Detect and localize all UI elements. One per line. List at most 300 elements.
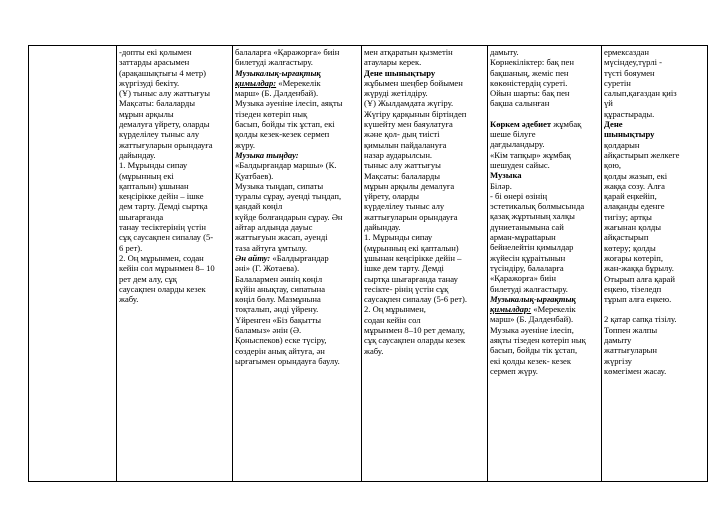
text-run: жұбымен шеңбер бойымен [364,77,463,88]
text-line [235,88,359,98]
text-line [604,57,705,67]
text-line [604,201,705,211]
text-line [490,88,599,98]
text-line [604,263,705,273]
text-run: еңкею, тізеледп [604,283,662,294]
text-line [235,57,359,67]
text-run: қазақ жұртының халқы [490,211,575,222]
lesson-plan-table [28,45,708,482]
text-line [364,140,485,150]
text-line [604,253,705,263]
text-line [364,160,485,170]
text-run: күрделілеу тыныс алу [364,201,445,212]
text-line [604,129,705,139]
text-run: қимылдар: [235,77,277,88]
text-run: жүруді жетілдіру. [364,88,428,99]
text-run: 1. Мұрынды сипау [364,232,433,243]
text-line [235,232,359,242]
text-run: шығарғанда [119,211,164,222]
text-line [235,109,359,119]
text-run: туралы сұрау, әуенді тыңдап, [235,191,342,202]
text-run: Қоныспеков) еске түсіру, [235,335,327,346]
text-line [119,98,230,108]
text-line [364,253,485,263]
text-run: Көркем әдебиет [490,118,552,129]
text-run: үйрету, оларды [364,191,419,202]
text-line [119,129,230,139]
text-run: жаттығуларын орындауға [119,139,213,150]
text-run: заттарды арасымен [119,57,190,68]
text-run: жағынан қолды [604,222,662,233]
text-line [604,345,705,355]
text-run: көңіл бөлу. Мазмұнына [235,294,321,305]
text-line [490,191,599,201]
table-cell-col-1 [29,46,117,482]
text-line [604,212,705,222]
text-line [604,160,705,170]
text-line [364,222,485,232]
text-line [235,140,359,150]
text-run: күйде болғандарын сұрау. Ән [235,211,343,222]
text-line [119,263,230,273]
text-line [604,150,705,160]
text-line [235,263,359,273]
text-line [235,68,359,78]
text-line [235,294,359,304]
text-line [604,304,705,314]
text-run: жаққа созу. Алға [604,180,665,191]
text-run: баламыз» әнін (Ә. [235,325,302,336]
text-run: тыныс алу жаттығуы [364,160,441,171]
text-run: жаттығуларын орындауға [364,211,458,222]
text-line [490,304,599,314]
text-run: Музыка тыңдау: [235,149,299,160]
text-line [490,170,599,180]
text-run: тесікте- рінің үстін сұқ [364,283,449,294]
text-line [235,47,359,57]
text-line [235,346,359,356]
text-line [490,314,599,324]
text-run: басып, бойды тік ұстап, [490,345,578,356]
text-run: (арақашықтығы 4 метр) [119,67,207,78]
text-line [235,325,359,335]
text-line [364,109,485,119]
text-line [364,201,485,211]
text-run: тигізу; артқы [604,211,652,222]
text-run: 2 қатар сапқа тізілу. [604,314,677,325]
text-line [490,129,599,139]
text-run: дайындау. [119,149,156,160]
text-run: тізеден көтеріп нық [235,108,308,119]
table-cell-col-3 [233,46,362,482]
text-run: Қуатбаев). [235,170,274,181]
text-line [490,325,599,335]
text-run: назар аударылсын. [364,149,433,160]
text-run: жүйесін құраітынын [490,252,566,263]
text-line [604,356,705,366]
text-line [490,78,599,88]
table-cell-col-4 [362,46,488,482]
text-run: сұқ саусақпен сипалау (5- [119,232,214,243]
text-run: қарай еңкейіп, [604,191,657,202]
text-line [364,57,485,67]
text-run: Музыка [490,170,522,181]
text-line [235,243,359,253]
text-run: Балалармен әннің көңіл [235,273,323,284]
text-run: көмегімен жасау. [604,365,667,376]
text-run: Топпен жалпы [604,324,658,335]
text-line [364,68,485,78]
text-line [119,68,230,78]
text-line [364,119,485,129]
text-line [364,243,485,253]
text-line [490,253,599,263]
text-line [235,78,359,88]
text-line [604,314,705,324]
text-line [364,171,485,181]
text-run: кейін сол мұрынмен 8– 10 [119,263,215,274]
text-run: содан кейін сол [364,314,421,325]
text-line [490,345,599,355]
text-run: Біләр. [490,180,512,191]
text-run: салып,қағаздан қиіз [604,88,677,99]
text-line [235,222,359,232]
text-line [490,68,599,78]
text-line [364,274,485,284]
text-line [604,232,705,242]
text-line [235,356,359,366]
text-line [604,47,705,57]
text-run: билетуді жалғастыру. [490,283,568,294]
text-line [119,140,230,150]
text-run: ырғағымен орындауға баулу. [235,355,340,366]
text-line [235,212,359,222]
text-line [364,263,485,273]
text-run: марш» (Б. Дәлденбай). [490,314,574,325]
text-run: Музыкалық-ырғақтық [235,67,321,78]
text-line [490,242,599,252]
text-run: арман-мұрattарын [490,232,556,243]
text-run: рет дем алу, сұқ [119,273,177,284]
text-run: жаттығуларын [604,345,658,356]
text-run: сөздерін анық айтуға, ән [235,345,325,356]
text-run: эстетикалық болмысында [490,201,585,212]
text-line [119,294,230,304]
text-line [490,284,599,294]
text-line [364,294,485,304]
text-run: түсті бояумен [604,67,655,78]
text-run: суретін [604,77,631,88]
text-run: (мұрынның екі [119,170,174,181]
text-run: Көрнекіліктер: бақ пен [490,57,574,68]
text-run: сыртқа шығарғанда танау [364,273,458,284]
text-run: шынықтыру [604,129,655,140]
text-run: қолдарын [604,139,640,150]
text-line [604,274,705,284]
text-run: «Мерекелік [276,77,321,88]
text-run: қолды кезек-кезек сермеп [235,129,330,140]
text-line [235,253,359,263]
text-run: тоқталып, әнді үйрену. [235,304,319,315]
text-line [490,294,599,304]
text-line [604,140,705,150]
text-line [604,366,705,376]
text-line [119,243,230,253]
text-line [604,294,705,304]
text-run: дамыту [604,335,632,346]
text-line [490,273,599,283]
text-run: алақанды еденге [604,201,665,212]
text-run: 1. Мұрынды сипау [119,160,188,171]
text-run: сұқ саусақпен оларды кезек [364,335,466,346]
text-line [235,284,359,294]
text-run: шеше білуге [490,129,536,140]
text-line [119,119,230,129]
text-line [604,222,705,232]
text-line [364,88,485,98]
text-run: дайындау. [364,222,401,233]
text-run: «Балдырғандар маршы» (К. [235,160,337,171]
text-line [119,160,230,170]
text-line [235,150,359,160]
text-line [119,274,230,284]
text-run: атаулары керек. [364,57,422,68]
text-line [490,139,599,149]
text-line [364,284,485,294]
text-run: дүниетанымына сай [490,221,564,232]
text-run: екі қолды кезек- кезек [490,355,572,366]
text-line [119,88,230,98]
text-line [364,315,485,325]
text-run: жаттығуын жасап, әуенді [235,232,328,243]
text-line [119,78,230,88]
text-line [364,181,485,191]
table-cell-col-5 [488,46,602,482]
text-run: әні» (Г. Жотаева). [235,263,300,274]
text-run: саусақпен оларды кезек [119,283,206,294]
text-line [490,57,599,67]
text-run: қимылын пайдалануға [364,139,447,150]
text-line [604,191,705,201]
text-run: дем тарту. Демді сыртқа [119,201,208,212]
text-line [604,243,705,253]
text-line [604,109,705,119]
text-line [119,57,230,67]
table-cell-col-6 [602,46,708,482]
text-run: Дене шынықтыру [364,67,436,78]
text-line [604,325,705,335]
text-run: ұшынан кеңсірікке дейін – [364,252,462,263]
text-line [235,98,359,108]
text-line [490,109,599,119]
text-run: таза айтуға ұмтылу. [235,242,308,253]
text-run: мұрын арқылы [119,108,174,119]
text-run: Ән айту: [235,252,271,263]
table-cell-col-2 [117,46,233,482]
text-line [490,263,599,273]
text-run: марш» (Б. Дәлденбай). [235,88,319,99]
text-run: жабу. [364,345,384,356]
text-run: жабу. [119,294,139,305]
text-line [604,68,705,78]
text-line [490,232,599,242]
text-line [119,181,230,191]
text-run: (Ұ) Жылдамдата жүгіру. [364,98,454,109]
text-line [364,191,485,201]
text-line [604,181,705,191]
text-line [235,160,359,170]
text-run: (Ұ) тыныс алу жаттығуы [119,88,210,99]
text-run: мұрын арқылы демалуға [364,180,455,191]
text-line [235,274,359,284]
text-run: сермеп жүру. [490,365,538,376]
text-line [490,366,599,376]
text-line [364,47,485,57]
text-line [604,284,705,294]
text-run: мен атқаратын қызметін [364,47,453,57]
text-line [490,335,599,345]
text-run: Мақсаты: балаларды [364,170,441,181]
text-line [119,222,230,232]
text-run: күрделілеу тыныс алу [119,129,200,140]
text-line [364,335,485,345]
text-line [364,129,485,139]
text-run: жүргізуді бекіту. [119,77,180,88]
text-run: демалуға үйрету, оларды [119,119,210,130]
text-run: көкөністердің суреті. [490,77,568,88]
text-run: Музыка тыңдап, сипаты [235,180,324,191]
text-run: мұрынмен 8–10 рет демалу, [364,325,466,336]
text-run: 2. Оң мұрынмен, содан [119,252,204,263]
text-run: басып, бойды тік ұстап, екі [235,119,335,130]
text-line [490,119,599,129]
text-run: Музыка әуеніне ілесіп, [490,324,574,335]
text-line [490,356,599,366]
text-run: қимылдар: [490,304,532,315]
text-line [364,212,485,222]
text-line [490,201,599,211]
text-line [490,160,599,170]
text-run: Мақсаты: балаларды [119,98,196,109]
text-run: қолды жазып, екі [604,170,668,181]
text-run: балаларға «Қаражорға» биін [235,47,340,57]
text-line [364,98,485,108]
text-line [119,284,230,294]
text-run: - бі өнері өзінің [490,190,548,201]
text-line [490,181,599,191]
table-row [29,46,708,482]
text-line [490,222,599,232]
text-run: күшейту мен баяулатуға [364,119,453,130]
text-line [604,119,705,129]
text-run: Ойын шарты: бақ пен [490,88,570,99]
text-run: кеңсірікке дейін – ішке [119,191,204,202]
text-run: бақша салынған [490,98,550,109]
text-run: Дене [604,119,623,130]
text-line [119,191,230,201]
text-run: Жүгіру қарқынын біртіндеп [364,108,467,119]
text-line [119,201,230,211]
text-run: Отырып алға қарай [604,273,675,284]
text-run: 2. Оң мұрынмен, [364,304,426,315]
text-line [235,191,359,201]
text-line [119,232,230,242]
text-run: аяқты тізеден көтеріп нық [490,335,586,346]
text-line [604,335,705,345]
text-line [235,201,359,211]
text-run: жұмбақ [551,118,582,129]
text-line [364,150,485,160]
text-line [364,304,485,314]
text-run: түсіндіру, балаларға [490,262,564,273]
text-line [235,315,359,325]
text-run: ермексаздан [604,47,649,57]
text-line [235,171,359,181]
text-run: күйін анықтау, сипатына [235,283,326,294]
text-line [235,129,359,139]
text-run: «Кім тапқыр» жұмбақ [490,149,571,160]
text-run: қандай көңіл [235,201,283,212]
text-line [364,346,485,356]
text-line [604,88,705,98]
text-line [235,304,359,314]
text-run: танау тесіктерінің үстін [119,222,206,233]
text-run: «Мерекелік [531,304,576,315]
text-line [364,325,485,335]
text-line [235,181,359,191]
text-run: айтар алдында дауыс [235,222,313,233]
text-run: дамыту. [490,47,519,57]
text-run: (мұрынның екі қапталын) [364,242,459,253]
text-run: жоғары көтеріп, [604,252,664,263]
text-run: шешуден сайыс. [490,159,550,170]
text-line [490,98,599,108]
text-run: жан-жаққа бұрылу. [604,263,674,274]
text-line [490,47,599,57]
text-line [364,232,485,242]
text-run: «Қаражорға» биін [490,273,557,284]
text-line [364,78,485,88]
text-line [490,150,599,160]
text-run: айқастырып [604,232,649,243]
text-run: қою, [604,160,622,171]
text-run: Музыкалық-ырғақтық [490,293,576,304]
text-line [604,98,705,108]
text-line [119,150,230,160]
text-run: Үйренген «Біз бақытты [235,314,322,325]
text-run: дағдыландыру. [490,139,545,150]
text-run: және қол- дың тиісті [364,129,440,140]
text-line [119,253,230,263]
text-line [490,211,599,221]
text-run: ішке дем тарту. Демді [364,263,444,274]
text-run: билетуді жалғастыру. [235,57,313,68]
text-run: бақшаның, жеміс пен [490,67,569,78]
text-line [119,212,230,222]
text-run: тұрып алға еңкею. [604,294,672,305]
text-run: жүру. [235,139,256,150]
text-line [119,109,230,119]
text-run: құрастырады. [604,108,655,119]
text-run: үй [604,98,613,109]
text-run: жүргізу [604,355,632,366]
text-run: 6 рет). [119,242,143,253]
text-line [119,171,230,181]
text-line [604,171,705,181]
text-run: қапталын) ұшынан [119,180,189,191]
text-run: «Балдырғандар [270,252,329,263]
text-run: Музыка әуеніне ілесіп, аяқты [235,98,343,109]
